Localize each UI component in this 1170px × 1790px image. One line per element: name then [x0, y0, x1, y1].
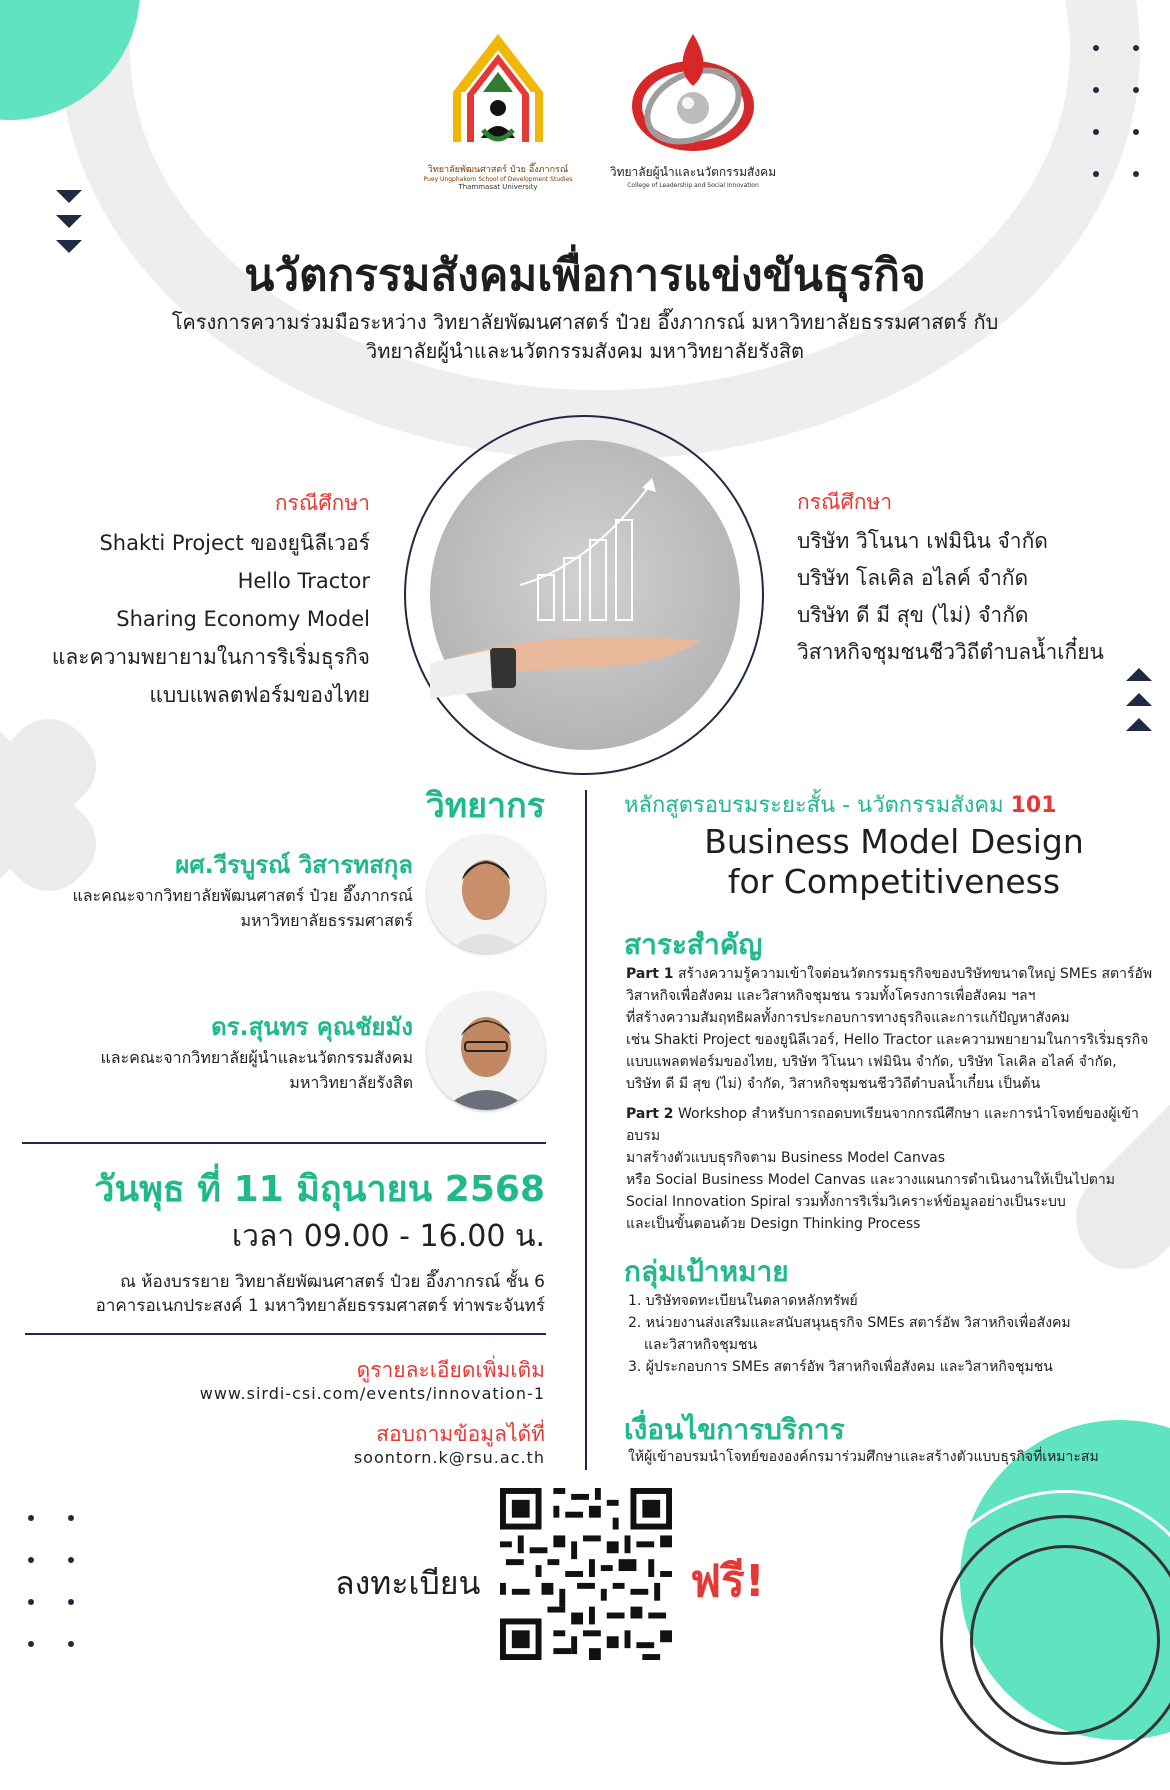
speaker-2-aff1: และคณะจากวิทยาลัยผู้นำและนวัตกรรมสังคม	[100, 1048, 413, 1067]
speaker-1-name: ผศ.วีรบูรณ์ วิสารทสกุล	[175, 851, 413, 879]
target-item: 2. หน่วยงานส่งเสริมและสนับสนุนธุรกิจ SMEs สตาร์อัพ วิสาหกิจเพื่อสังคม	[628, 1315, 1071, 1331]
course-label-row	[624, 787, 1057, 822]
left-rule-1	[22, 1142, 546, 1144]
speaker-1-aff1: และคณะจากวิทยาลัยพัฒนศาสตร์ ป๋วย อึ๊งภากรณ์	[72, 886, 413, 905]
part2-line: Workshop สำหรับการถอดบทเรียนจากกรณีศึกษา และการนำโจทย์ของผู้เข้าอบรม	[626, 1106, 1139, 1144]
speaker-2-avatar	[427, 992, 545, 1110]
essence-part2	[626, 1103, 1166, 1235]
part2-label: Part 2	[626, 1106, 674, 1122]
part1-line: วิสาหกิจเพื่อสังคม และวิสาหกิจชุมชน รวมทั้งโครงการเพื่อสังคม ฯลฯ	[626, 988, 1036, 1004]
logo-left-line1: วิทยาลัยพัฒนศาสตร์ ป๋วย อึ๊งภากรณ์	[427, 165, 569, 175]
contact-email[interactable]: soontorn.k@rsu.ac.th	[353, 1448, 545, 1467]
registration-qr-code[interactable]	[500, 1488, 672, 1660]
puey-school-logo-icon	[443, 30, 553, 158]
conditions-heading: เงื่อนไขการบริการ	[624, 1413, 845, 1446]
case-right-item: บริษัท ดี มี สุข (ไม่) จำกัด	[797, 603, 1029, 627]
logo-left-line2: Puey Ungphakorn School of Development Studies	[423, 176, 573, 183]
case-right-heading: กรณีศึกษา	[797, 490, 893, 514]
bg-big-arc	[60, 0, 1140, 460]
event-venue-1: ณ ห้องบรรยาย วิทยาลัยพัฒนศาสตร์ ป๋วย อึ๊งภากรณ์ ชั้น 6	[120, 1272, 545, 1292]
vertical-divider	[585, 790, 587, 1470]
target-list	[628, 1290, 1168, 1378]
register-label: ลงทะเบียน	[335, 1564, 481, 1602]
course-name-2: for Competitiveness	[727, 862, 1061, 901]
case-right-item: วิสาหกิจชุมชนชีววิถีตำบลน้ำเกี๋ยน	[797, 640, 1104, 664]
logo-right-line2: College of Leadership and Social Innovation	[627, 182, 759, 189]
part1-line: แบบแพลตฟอร์มของไทย, บริษัท วิโนนา เฟมินิน จำกัด, บริษัท โลเคิล อไลค์ จำกัด,	[626, 1054, 1117, 1070]
left-rule-2	[25, 1333, 546, 1335]
speakers-heading: วิทยากร	[425, 786, 545, 826]
speaker-1-text	[72, 845, 413, 934]
triangles-up-right	[1126, 668, 1152, 731]
essence-heading: สาระสำคัญ	[624, 928, 763, 961]
case-right-item: บริษัท โลเคิล อไลค์ จำกัด	[797, 566, 1029, 590]
hand-chart-icon	[430, 440, 740, 750]
logo-right	[608, 28, 778, 203]
part1-line: สร้างความรู้ความเข้าใจต่อนวัตกรรมธุรกิจของบริษัทขนาดใหญ่ SMEs สตาร์อัพ	[678, 966, 1153, 982]
course-label: หลักสูตรอบรมระยะสั้น - นวัตกรรมสังคม	[624, 793, 1004, 818]
subtitle-line2: วิทยาลัยผู้นำและนวัตกรรมสังคม มหาวิทยาลัยรังสิต	[365, 339, 805, 363]
speaker-2-aff2: มหาวิทยาลัยรังสิต	[289, 1073, 413, 1092]
case-left-item: Hello Tractor	[237, 569, 370, 593]
speaker-2-text	[100, 1007, 413, 1096]
case-right-item: บริษัท วิโนนา เฟมินิน จำกัด	[797, 529, 1048, 553]
event-time: เวลา 09.00 - 16.00 น.	[231, 1219, 545, 1254]
college-leadership-logo-icon	[628, 28, 758, 163]
page-title: นวัตกรรมสังคมเพื่อการแข่งขันธุรกิจ	[244, 250, 926, 301]
case-left	[52, 484, 370, 714]
contact-label: สอบถามข้อมูลได้ที่	[376, 1422, 545, 1446]
case-left-item: Sharing Economy Model	[116, 607, 370, 631]
target-item: 1. บริษัทจดทะเบียนในตลาดหลักทรัพย์	[628, 1293, 858, 1309]
case-right	[797, 484, 1104, 671]
case-left-heading: กรณีศึกษา	[274, 491, 370, 515]
case-left-item: แบบแพลตฟอร์มของไทย	[149, 683, 370, 707]
part1-line: บริษัท ดี มี สุข (ไม่) จำกัด, วิสาหกิจชุมชนชีววิถีตำบลน้ำเกี๋ยน เป็นต้น	[626, 1076, 1041, 1092]
part2-line: และเป็นขั้นตอนด้วย Design Thinking Process	[626, 1216, 921, 1232]
more-info-url[interactable]: www.sirdi-csi.com/events/innovation-1	[199, 1384, 545, 1403]
event-venue-2: อาคารอเนกประสงค์ 1 มหาวิทยาลัยธรรมศาสตร์ ท่าพระจันทร์	[95, 1296, 545, 1316]
part2-line: มาสร้างตัวแบบธุรกิจตาม Business Model Canvas	[626, 1150, 946, 1166]
hand-growth-image	[430, 440, 740, 750]
case-left-item: และความพยายามในการริเริ่มธุรกิจ	[51, 645, 370, 669]
logo-right-line1: วิทยาลัยผู้นำและนวัตกรรมสังคม	[609, 165, 777, 179]
speaker-2-name: ดร.สุนทร คุณชัยมัง	[211, 1013, 413, 1041]
logo-left	[418, 30, 578, 205]
target-item: 3. ผู้ประกอบการ SMEs สตาร์อัพ วิสาหกิจเพื่อสังคม และวิสาหกิจชุมชน	[628, 1359, 1053, 1375]
free-label: ฟรี!	[690, 1556, 765, 1607]
case-left-item: Shakti Project ของยูนิลีเวอร์	[99, 531, 370, 555]
bg-rings-bottomright-3	[970, 1545, 1160, 1735]
target-item: และวิสาหกิจชุมชน	[644, 1337, 758, 1353]
speaker-1-aff2: มหาวิทยาลัยธรรมศาสตร์	[240, 911, 413, 930]
event-date: วันพุธ ที่ 11 มิถุนายน 2568	[94, 1169, 545, 1210]
logo-left-line3: Thammasat University	[458, 183, 538, 191]
part1-line: เช่น Shakti Project ของยูนิลีเวอร์, Hello Tractor และความพยายามในการริเริ่มธุรกิจ	[626, 1032, 1149, 1048]
part1-label: Part 1	[626, 966, 674, 982]
part2-line: หรือ Social Business Model Canvas และวางแผนการดำเนินงานให้เป็นไปตาม	[626, 1172, 1115, 1188]
part2-line: Social Innovation Spiral รวมทั้งการริเริ่มวิเคราะห์ข้อมูลอย่างเป็นระบบ	[626, 1194, 1066, 1210]
course-number: 101	[1010, 793, 1057, 818]
part1-line: ที่สร้างความสัมฤทธิผลทั้งการประกอบการทางธุรกิจและการแก้ปัญหาสังคม	[626, 1010, 1070, 1026]
subtitle-line1: โครงการความร่วมมือระหว่าง วิทยาลัยพัฒนศาสตร์ ป๋วย อึ๊งภากรณ์ มหาวิทยาลัยธรรมศาสตร์ กับ	[171, 310, 999, 334]
conditions-text: ให้ผู้เข้าอบรมนำโจทย์ขององค์กรมาร่วมศึกษาและสร้างตัวแบบธุรกิจที่เหมาะสม	[628, 1449, 1099, 1465]
more-info-label: ดูรายละเอียดเพิ่มเติม	[356, 1358, 545, 1382]
essence-part1	[626, 963, 1166, 1095]
course-name-1: Business Model Design	[704, 822, 1084, 861]
qr-code-icon	[500, 1488, 672, 1660]
person-avatar-icon	[427, 992, 545, 1110]
person-avatar-icon	[427, 835, 545, 953]
speaker-1-avatar	[427, 835, 545, 953]
target-heading: กลุ่มเป้าหมาย	[624, 1255, 789, 1288]
